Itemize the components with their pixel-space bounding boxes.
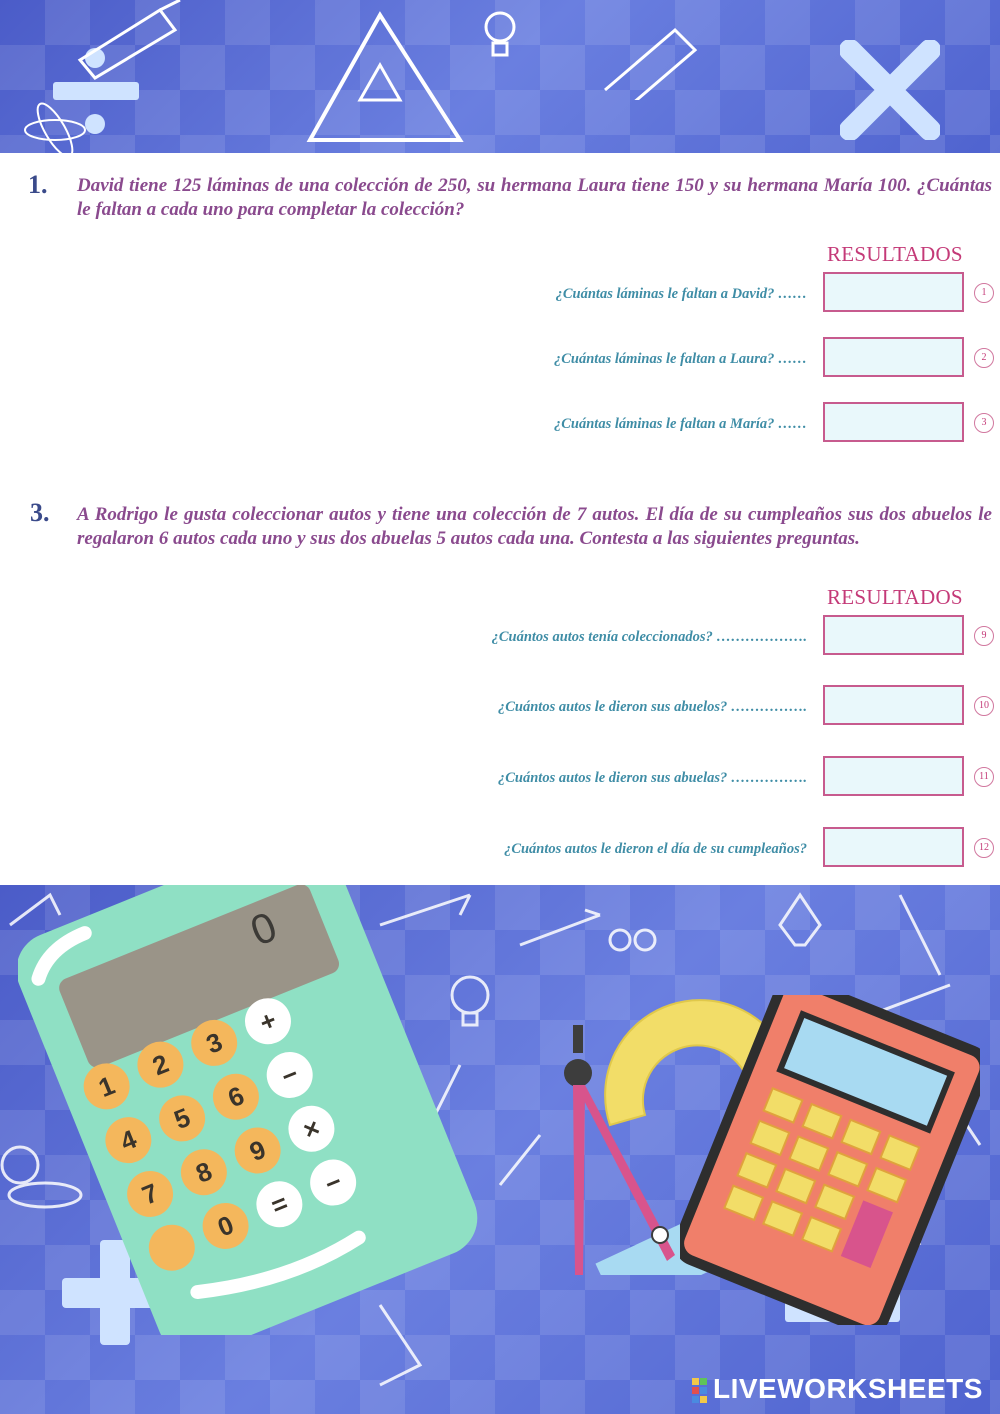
- answer-number-badge: 2: [974, 348, 994, 368]
- answer-label: ¿Cuántas láminas le faltan a David? ……: [555, 286, 807, 302]
- answer-input[interactable]: [823, 685, 964, 725]
- lightbulb-icon: [470, 5, 530, 65]
- triangle-ruler-icon: [300, 10, 470, 150]
- calculator-key: 3: [184, 1013, 244, 1073]
- bottom-banner: [0, 885, 1000, 1414]
- answer-label: ¿Cuántas láminas le faltan a Laura? ……: [554, 351, 807, 367]
- answer-number-badge: 1: [974, 283, 994, 303]
- calculator-key: 4: [98, 1110, 158, 1170]
- calculator-key: ×: [281, 1099, 341, 1159]
- answer-input[interactable]: [823, 756, 964, 796]
- answer-input[interactable]: [823, 337, 964, 377]
- calculator-key: −: [260, 1045, 320, 1105]
- question-1-text: David tiene 125 láminas de una colección de 250, su hermana Laura tiene 150 y su hermana María 100. ¿Cuántas le faltan a cada uno para completar la colección?: [77, 175, 992, 220]
- compass-icon: [555, 1025, 695, 1285]
- top-banner: [0, 0, 1000, 153]
- question-3-number: 3.: [30, 498, 50, 527]
- answer-row: [0, 615, 1000, 659]
- answer-row: [0, 827, 1000, 871]
- answer-number-badge: 9: [974, 626, 994, 646]
- answer-input[interactable]: [823, 615, 964, 655]
- answer-number-badge: 10: [974, 696, 994, 716]
- calculator-key: 5: [152, 1088, 212, 1148]
- answer-label: ¿Cuántos autos le dieron sus abuelos? …………….: [498, 699, 807, 715]
- answer-row: [0, 685, 1000, 729]
- calculator-key: 8: [174, 1142, 234, 1202]
- answer-row: [0, 756, 1000, 800]
- results-title-3: RESULTADOS: [827, 585, 963, 609]
- calculator-key: 9: [228, 1121, 288, 1181]
- results-title-1: RESULTADOS: [827, 242, 963, 266]
- calculator-key: −: [303, 1153, 363, 1213]
- multiply-icon: [840, 40, 940, 140]
- answer-input[interactable]: [823, 827, 964, 867]
- answer-label: ¿Cuántos autos le dieron el día de su cumpleaños?: [504, 841, 807, 857]
- question-1-number: 1.: [28, 170, 48, 199]
- liveworksheets-logo-icon: [692, 1378, 708, 1404]
- question-3-text: A Rodrigo le gusta coleccionar autos y tiene una colección de 7 autos. El día de su cumpleaños sus dos abuelos le regalaron 6 autos cada uno y sus dos abuelas 5 autos cada una. Contesta a las siguientes preguntas.: [77, 504, 992, 549]
- answer-label: ¿Cuántos autos le dieron sus abuelas? …………….: [498, 770, 807, 786]
- calculator-key: 2: [130, 1035, 190, 1095]
- answer-row: [0, 402, 1000, 446]
- answer-number-badge: 3: [974, 413, 994, 433]
- answer-number-badge: 12: [974, 838, 994, 858]
- answer-label: ¿Cuántas láminas le faltan a María? ……: [554, 416, 807, 432]
- liveworksheets-logo: LIVEWORKSHEETS: [713, 1373, 983, 1404]
- answer-label: ¿Cuántos autos tenía coleccionados? ……………….: [491, 629, 807, 645]
- answer-input[interactable]: [823, 272, 964, 312]
- calculator-key: 6: [206, 1067, 266, 1127]
- answer-number-badge: 11: [974, 767, 994, 787]
- calculator-key: 0: [196, 1196, 256, 1256]
- pencil-icon: [600, 20, 710, 100]
- calculator-display: 0: [243, 902, 284, 955]
- calculator-key: 1: [77, 1056, 137, 1116]
- calculator-icon: [680, 995, 980, 1325]
- calculator-key: 7: [120, 1164, 180, 1224]
- pencil-icon: [70, 0, 190, 80]
- calculator-key: =: [249, 1174, 309, 1234]
- answer-input[interactable]: [823, 402, 964, 442]
- answer-row: [0, 337, 1000, 381]
- calculator-key: +: [238, 991, 298, 1051]
- answer-row: [0, 272, 1000, 316]
- atom-icon: [20, 100, 90, 153]
